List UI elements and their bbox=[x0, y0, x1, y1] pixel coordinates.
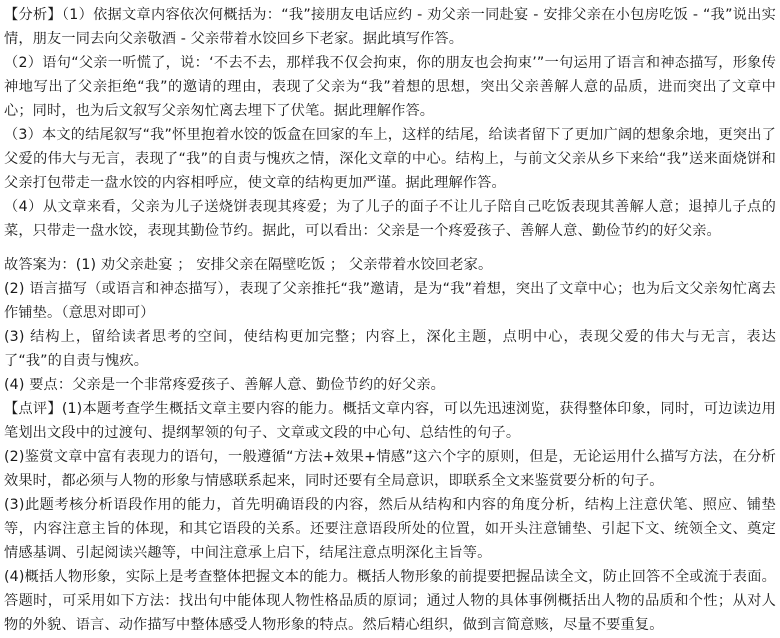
comment-point-1: (1)本题考查学生概括文章主要内容的能力。概括文章内容，可以先迅速浏览，获得整体印象，同时，可边读边用笔划出文段中的过渡句、提纲挈领的句子、文章或文段的中心句、总结性的句子。 bbox=[4, 401, 776, 441]
analysis-tag: 【分析】 bbox=[4, 7, 62, 23]
analysis-paragraph-4: （4）从文章来看，父亲为儿子送烧饼表现其疼爱；为了儿子的面子不让儿子陪自己吃饭表现其善解人意；退掉儿子点的菜，只带走一盘水饺，表现其勤俭节约。据此，可以看出：父亲是一个疼爱孩子、善解人意、勤俭节约的好父亲。 bbox=[4, 199, 776, 239]
comment-tag: 【点评】 bbox=[4, 401, 62, 417]
section-spacer bbox=[4, 243, 776, 253]
comment-paragraph-4: (4)概括人物形象，实际上是考查整体把握文本的能力。概括人物形象的前提要把握品读全文，防止回答不全或流于表面。答题时，可采用如下方法：找出句中能体现人物性格品质的原词；通过人物的具体事例概括出人物的品质和个性；从对人物的外貌、语言、动作描写中整体感受人物形象的特点。然后精心组织，做到言简意赅，尽量不要重复。 bbox=[4, 569, 776, 633]
comment-paragraph-3: (3)此题考核分析语段作用的能力，首先明确语段的内容，然后从结构和内容的角度分析，结构上注意伏笔、照应、铺垫等，内容注意主旨的体现，和其它语段的关系。还要注意语段所处的位置，如开头注意铺垫、引起下文、统领全文、奠定情感基调、引起阅读兴趣等，中间注意承上启下，结尾注意点明深化主旨等。 bbox=[4, 497, 776, 561]
answer-line-4: (4) 要点：父亲是一个非常疼爱孩子、善解人意、勤俭节约的好父亲。 bbox=[4, 377, 445, 393]
answer-line-2: (2) 语言描写（或语言和神态描写），表现了父亲推托“我”邀请，是为“我”着想，突出了文章中心；也为后文父亲匆忙离去作铺垫。（意思对即可） bbox=[4, 281, 776, 321]
analysis-paragraph-2: （2）语句“父亲一听慌了，说：‘不去不去，那样我不仅会拘束，你的朋友也会拘束’”一句运用了语言和神态描写，形象传神地写出了父亲拒绝“我”的邀请的理由，表现了父亲为“我”着想的思想，突出父亲善解人意的品质，进而突出了文章中心；同时，也为后文叙写父亲匆忙离去埋下了伏笔。据此理解作答。 bbox=[4, 55, 776, 119]
comment-paragraph-2: (2)鉴赏文章中富有表现力的语句，一般遵循“方法+效果+情感”这六个字的原则，但是，无论运用什么描写方法，在分析效果时，都必须与人物的形象与情感联系起来，同时还要有全局意识，即联系全文来鉴赏要分析的句子。 bbox=[4, 449, 776, 489]
answer-line-1: 故答案为：(1) 劝父亲赴宴 ； 安排父亲在隔壁吃饭 ； 父亲带着水饺回老家。 bbox=[4, 257, 493, 273]
analysis-paragraph-3: （3）本文的结尾叙写“我”怀里抱着水饺的饭盒在回家的车上，这样的结尾，给读者留下了更加广阔的想象余地，更突出了父爱的伟大与无言，表现了“我”的自责与愧疚之情，深化文章的中心。结构上，与前文父亲从乡下来给“我”送来面烧饼和父亲打包带走一盘水饺的内容相呼应，使文章的结构更加严谨。据此理解作答。 bbox=[4, 127, 776, 191]
comment-paragraph-1 bbox=[4, 397, 776, 445]
analysis-point-1: （1）依据文章内容依次何概括为：“我”接朋友电话应约 - 劝父亲一同赴宴 - 安排父亲在小包房吃饭 - “我”说出实情，朋友一同去向父亲敬酒 - 父亲带着水饺回乡下老家。据此填写作答。 bbox=[4, 7, 776, 47]
answer-line-3: (3) 结构上，留给读者思考的空间，使结构更加完整；内容上，深化主题，点明中心，表现父爱的伟大与无言，表达了“我”的自责与愧疚。 bbox=[4, 329, 776, 369]
analysis-paragraph-1 bbox=[4, 3, 776, 51]
